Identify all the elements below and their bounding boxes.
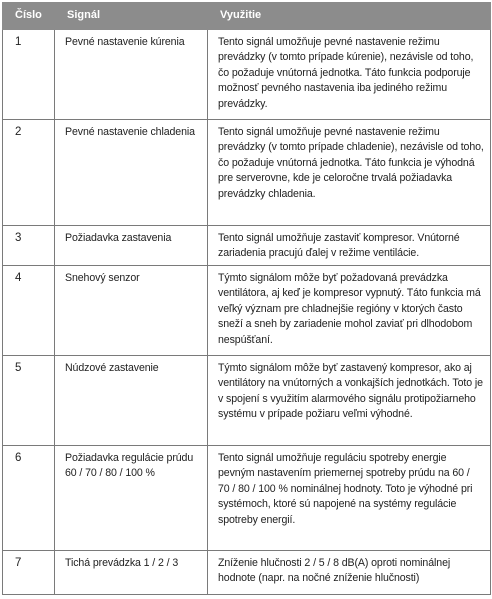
row-signal: Požiadavka regulácie prúdu 60 / 70 / 80 / 100 % — [55, 446, 208, 551]
table-row — [3, 120, 491, 226]
table-row — [3, 356, 491, 446]
row-number: 3 — [3, 226, 55, 266]
row-signal: Pevné nastavenie chladenia — [55, 120, 208, 226]
signals-table — [2, 2, 491, 595]
table-row — [3, 30, 491, 120]
row-number: 6 — [3, 446, 55, 551]
row-usage: Tento signál umožňuje pevné nastavenie režimu prevádzky (v tomto prípade chladenie), nezávisle od toho, čo požaduje vnútorná jednotka. Táto funkcia je výhodná pre serverovne, kde je celoročne trvalá požiadavka prevádzky chladenia. — [208, 120, 491, 226]
table-row — [3, 266, 491, 356]
row-usage: Zníženie hlučnosti 2 / 5 / 8 dB(A) oproti nominálnej hodnote (napr. na nočné zníženie hlučnosti) — [208, 551, 491, 595]
header-usage: Využitie — [208, 3, 491, 30]
row-signal: Pevné nastavenie kúrenia — [55, 30, 208, 120]
table-row — [3, 446, 491, 551]
row-number: 1 — [3, 30, 55, 120]
row-signal: Núdzové zastavenie — [55, 356, 208, 446]
row-number: 4 — [3, 266, 55, 356]
row-signal: Požiadavka zastavenia — [55, 226, 208, 266]
row-usage: Tento signál umožňuje pevné nastavenie režimu prevádzky (v tomto prípade kúrenie), nezávisle od toho, čo požaduje vnútorná jednotka. Táto funkcia podporuje možnosť pevného nastavenia iba jediného režimu prevádzky. — [208, 30, 491, 120]
row-signal: Tichá prevádzka 1 / 2 / 3 — [55, 551, 208, 595]
header-signal: Signál — [55, 3, 208, 30]
row-usage: Týmto signálom môže byť požadovaná prevádzka ventilátora, aj keď je kompresor vypnutý. Táto funkcia má veľký význam pre chladnejšie regióny v ktorých často sneží a sneh by zariadenie mohol zaviať pri dlhodobom nespúšťaní. — [208, 266, 491, 356]
row-signal: Snehový senzor — [55, 266, 208, 356]
row-usage: Tento signál umožňuje reguláciu spotreby energie pevným nastavením priemernej spotreby prúdu na 60 / 70 / 80 / 100 % nominálnej hodnoty. Toto je výhodné pri systémoch, ktoré sú napojené na systémy regulácie spotreby energií. — [208, 446, 491, 551]
table-header-row — [3, 3, 491, 30]
table-row — [3, 551, 491, 595]
table-row — [3, 226, 491, 266]
row-number: 7 — [3, 551, 55, 595]
row-number: 5 — [3, 356, 55, 446]
row-number: 2 — [3, 120, 55, 226]
row-usage: Týmto signálom môže byť zastavený kompresor, ako aj ventilátory na vnútorných a vonkajších jednotkách. Toto je v spojení s využitím alarmového signálu protipožiarneho systému v prípade požiaru veľmi výhodné. — [208, 356, 491, 446]
row-usage: Tento signál umožňuje zastaviť kompresor. Vnútorné zariadenia pracujú ďalej v režime ventilácie. — [208, 226, 491, 266]
header-number: Číslo — [3, 3, 55, 30]
